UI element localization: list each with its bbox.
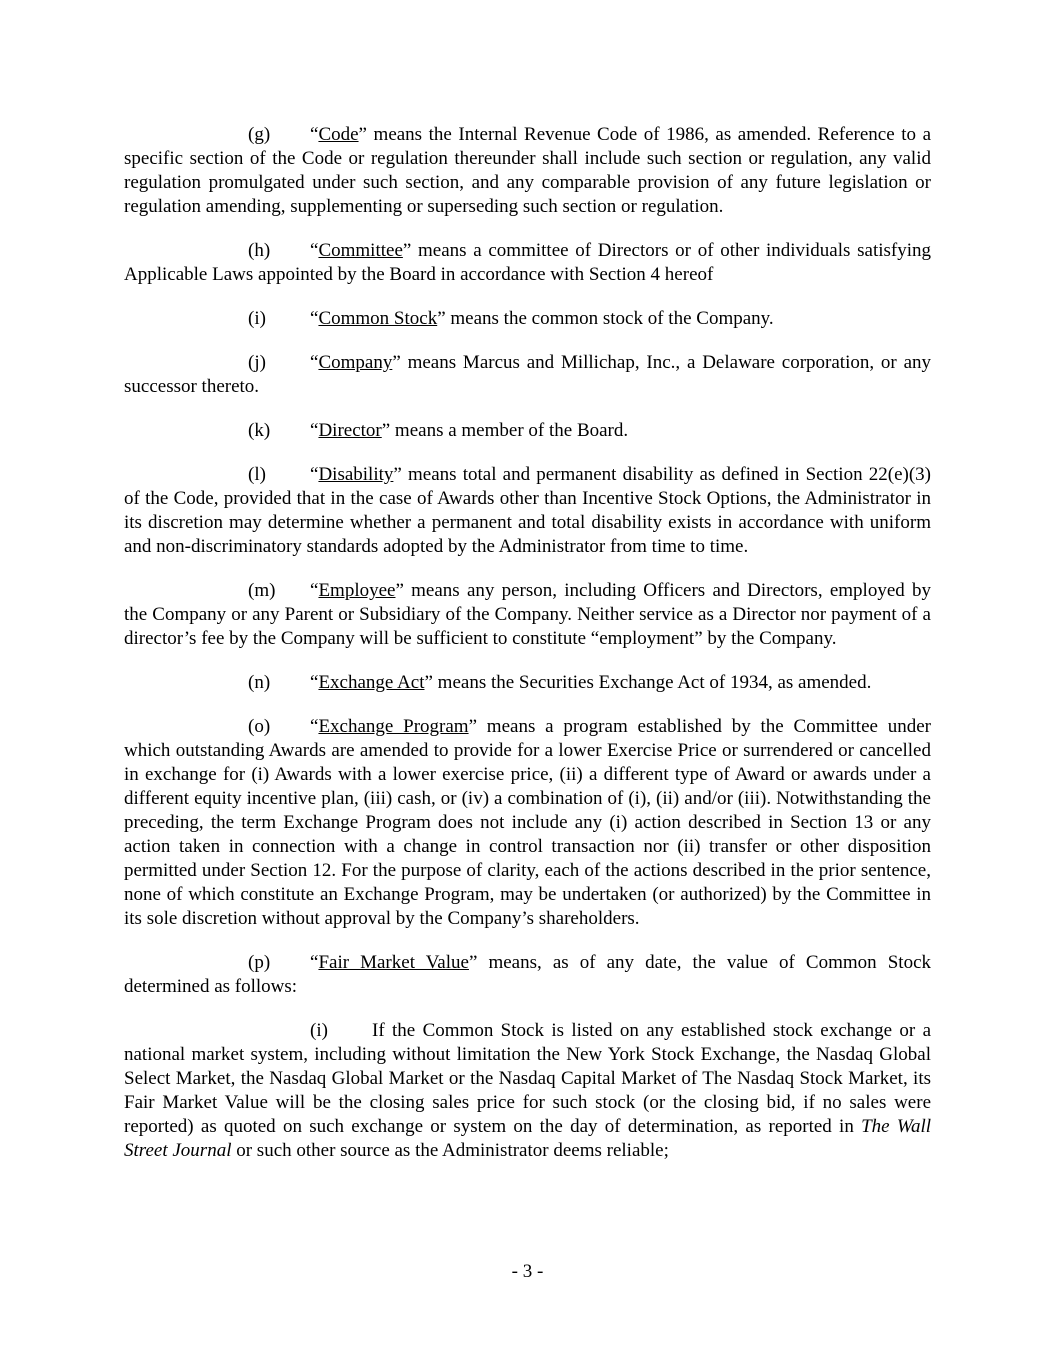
definition-text: ” means a member of the Board. [381, 420, 629, 441]
publication-title: The Wall Street Journal [124, 1116, 932, 1161]
definition-g: (g) “Code” means the Internal Revenue Code of 1986, as amended. Reference to a specific section of the Code or regulation thereunder shall include such section or regulation, any valid regulation promulgated under such section, and any comparable provision of any future legislation or regulation amending, supplementing or superseding such section or regulation. [124, 124, 931, 217]
subclause-text-end: or such other source as the Administrator deems reliable; [231, 1140, 669, 1161]
definition-p: (p) “Fair Market Value” means, as of any date, the value of Common Stock determined as follows: [124, 952, 932, 997]
definition-i: (i) “Common Stock” means the common stock of the Company. [248, 308, 774, 329]
definition-text: ” means the Internal Revenue Code of 1986, as amended. Reference to a specific section of the Code or regulation thereunder shall include such section or regulation, any valid regulation promulgated under such section, and any comparable provision of any future legislation or regulation amending, supplementing or superseding such section or regulation. [124, 124, 931, 217]
defined-term: Disability [318, 464, 394, 485]
definition-text: ” means Marcus and Millichap, Inc., a Delaware corporation, or any successor thereto. [124, 352, 931, 397]
defined-term: Exchange Act [318, 672, 425, 693]
definition-text: ” means a committee of Directors or of other individuals satisfying Applicable Laws appointed by the Board in accordance with Section 4 hereof [124, 240, 931, 285]
defined-term: Employee [318, 580, 396, 601]
clause-label: (o) [248, 716, 271, 737]
clause-label: (k) [248, 420, 271, 441]
clause-label: (j) [248, 352, 266, 373]
definition-text: ” means total and permanent disability as defined in Section 22(e)(3) of the Code, provided that in the case of Awards other than Incentive Stock Options, the Administrator in its discretion may determine whether a permanent and total disability exists in accordance with uniform and non-discriminatory standards adopted by the Administrator from time to time. [124, 464, 931, 557]
page-number: - 3 - [511, 1261, 544, 1282]
definition-k: (k) “Director” means a member of the Board. [248, 420, 629, 441]
definition-m: (m) “Employee” means any person, including Officers and Directors, employed by the Company or any Parent or Subsidiary of the Company. Neither service as a Director nor payment of a director’s fee by the Company will be sufficient to constitute “employment” by the Company. [124, 580, 931, 649]
defined-term: Committee [318, 240, 403, 261]
clause-label: (n) [248, 672, 271, 693]
subclause-p-i [124, 1019, 931, 1163]
clause-label: (l) [248, 464, 266, 485]
definition-text: ” means, as of any date, the value of Common Stock determined as follows: [124, 952, 932, 997]
definition-o: (o) “Exchange Program” means a program established by the Committee under which outstanding Awards are amended to provide for a lower Exercise Price or surrendered or cancelled in exchange for (i) Awards with a lower exercise price, (ii) a different type of Award or awards under a different equity incentive plan, (iii) cash, or (iv) a combination of (i), (ii) and/or (iii). Notwithstanding the preceding, the term Exchange Program does not include any (i) action described in Section 13 or any action taken in connection with a change in control transaction nor (ii) transfer or other disposition permitted under Section 12. For the purpose of clarity, each of the actions described in the prior sentence, none of which constitute an Exchange Program, may be undertaken (or authorized) by the Committee in its sole discretion without approval by the Company’s shareholders. [124, 716, 931, 929]
clause-label: (p) [248, 952, 271, 973]
clause-label: (h) [248, 240, 271, 261]
defined-term: Exchange Program [318, 716, 469, 737]
clause-label: (m) [248, 580, 276, 601]
subclause-label: (i) [310, 1020, 328, 1041]
definition-j: (j) “Company” means Marcus and Millichap, Inc., a Delaware corporation, or any successor thereto. [124, 352, 931, 397]
defined-term: Director [318, 420, 382, 441]
definition-h: (h) “Committee” means a committee of Directors or of other individuals satisfying Applicable Laws appointed by the Board in accordance with Section 4 hereof [124, 240, 931, 285]
clause-label: (i) [248, 308, 266, 329]
subclause-text: If the Common Stock is listed on any established stock exchange or a national market system, including without limitation the New York Stock Exchange, the Nasdaq Global Select Market, the Nasdaq Global Market or the Nasdaq Capital Market of The Nasdaq Stock Market, its Fair Market Value will be the closing sales price for such stock (or the closing bid, if no sales were reported) as quoted on such exchange or system on the day of determination, as reported in [124, 1020, 931, 1137]
defined-term: Common Stock [318, 308, 438, 329]
definition-n: (n) “Exchange Act” means the Securities Exchange Act of 1934, as amended. [248, 672, 872, 693]
defined-term: Code [318, 124, 359, 145]
definition-text: ” means any person, including Officers and Directors, employed by the Company or any Parent or Subsidiary of the Company. Neither service as a Director nor payment of a director’s fee by the Company will be sufficient to constitute “employment” by the Company. [124, 580, 931, 649]
defined-term: Fair Market Value [318, 952, 469, 973]
definition-text: ” means a program established by the Committee under which outstanding Awards are amended to provide for a lower Exercise Price or surrendered or cancelled in exchange for (i) Awards with a lower exercise price, (ii) a different type of Award or awards under a different equity incentive plan, (iii) cash, or (iv) a combination of (i), (ii) and/or (iii). Notwithstanding the preceding, the term Exchange Program does not include any (i) action described in Section 13 or any action taken in connection with a change in control transaction nor (ii) transfer or other disposition permitted under Section 12. For the purpose of clarity, each of the actions described in the prior sentence, none of which constitute an Exchange Program, may be undertaken (or authorized) by the Committee in its sole discretion without approval by the Company’s shareholders. [124, 716, 931, 929]
definition-l: (l) “Disability” means total and permanent disability as defined in Section 22(e)(3) of the Code, provided that in the case of Awards other than Incentive Stock Options, the Administrator in its discretion may determine whether a permanent and total disability exists in accordance with uniform and non-discriminatory standards adopted by the Administrator from time to time. [124, 464, 931, 557]
defined-term: Company [318, 352, 393, 373]
definition-text: ” means the common stock of the Company. [437, 308, 774, 329]
clause-label: (g) [248, 124, 271, 145]
document-page [124, 123, 931, 1183]
definition-text: ” means the Securities Exchange Act of 1934, as amended. [424, 672, 872, 693]
